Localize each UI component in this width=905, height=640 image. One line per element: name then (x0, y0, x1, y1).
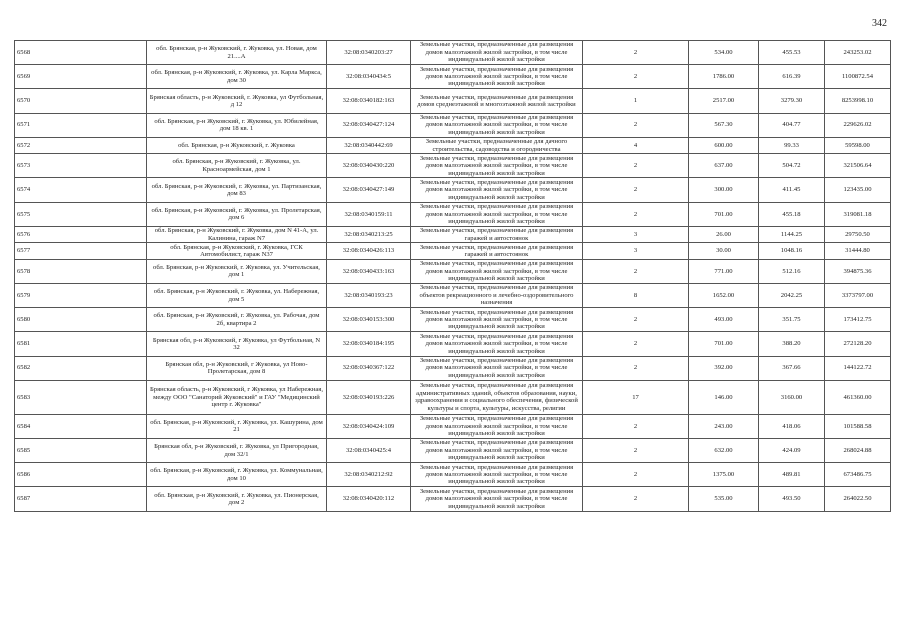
table-row (15, 226, 891, 243)
plot-area: 243.00 (689, 414, 759, 438)
table-row (15, 487, 891, 511)
use-group: 8 (583, 284, 689, 308)
plot-area: 392.00 (689, 356, 759, 380)
specific-value: 1144.25 (759, 226, 825, 243)
record-number: 6586 (15, 463, 147, 487)
use-group: 3 (583, 226, 689, 243)
land-use-type: Земельные участки, предназначенные для размещения домов малоэтажной жилой застройки, в том числе индивидуальной жилой застройки (411, 463, 583, 487)
plot-area: 534.00 (689, 41, 759, 65)
table-row (15, 332, 891, 356)
table-row (15, 463, 891, 487)
record-number: 6587 (15, 487, 147, 511)
specific-value: 388.20 (759, 332, 825, 356)
cadastral-value: 59598.00 (825, 137, 891, 154)
cadastral-value: 144122.72 (825, 356, 891, 380)
table-row (15, 113, 891, 137)
cadastral-value: 229626.02 (825, 113, 891, 137)
use-group: 2 (583, 414, 689, 438)
specific-value: 489.81 (759, 463, 825, 487)
specific-value: 455.53 (759, 41, 825, 65)
plot-area: 26.00 (689, 226, 759, 243)
use-group: 2 (583, 65, 689, 89)
use-group: 2 (583, 259, 689, 283)
plot-area: 535.00 (689, 487, 759, 511)
specific-value: 367.66 (759, 356, 825, 380)
use-group: 2 (583, 308, 689, 332)
plot-area: 146.00 (689, 380, 759, 414)
use-group: 2 (583, 463, 689, 487)
record-number: 6572 (15, 137, 147, 154)
record-address: Брянская обл, р-н Жуковский, г Жуковка, ул Футбольная, N 32 (147, 332, 327, 356)
land-use-type: Земельные участки, предназначенные для размещения домов малоэтажной жилой застройки, в том числе индивидуальной жилой застройки (411, 332, 583, 356)
specific-value: 616.39 (759, 65, 825, 89)
record-number: 6584 (15, 414, 147, 438)
table-row (15, 259, 891, 283)
record-number: 6576 (15, 226, 147, 243)
cadastral-value: 264022.50 (825, 487, 891, 511)
record-address: Брянская область, р-н Жуковский, г Жуковка, ул Набережная, между ООО "Санаторий Жуковский" и ГАУ "Медицинский центр г. Жуковка" (147, 380, 327, 414)
land-use-type: Земельные участки, предназначенные для размещения гаражей и автостоянок (411, 243, 583, 260)
plot-area: 1375.00 (689, 463, 759, 487)
plot-area: 2517.00 (689, 89, 759, 113)
record-address: обл. Брянская, р-н Жуковский, г. Жуковка, ул. Набережная, дом 5 (147, 284, 327, 308)
plot-area: 701.00 (689, 332, 759, 356)
land-use-type: Земельные участки, предназначенные для размещения домов малоэтажной жилой застройки, в том числе индивидуальной жилой застройки (411, 113, 583, 137)
record-number: 6578 (15, 259, 147, 283)
record-address: обл. Брянская, р-н Жуковский, г. Жуковка, ул. Учительская, дом 1 (147, 259, 327, 283)
specific-value: 418.06 (759, 414, 825, 438)
cadastral-value: 321506.64 (825, 154, 891, 178)
record-number: 6569 (15, 65, 147, 89)
table-row (15, 380, 891, 414)
cadastral-value: 268024.88 (825, 438, 891, 462)
cadastral-value: 29750.50 (825, 226, 891, 243)
table-row (15, 308, 891, 332)
record-number: 6581 (15, 332, 147, 356)
record-address: обл. Брянская, р-н Жуковский, г. Жуковка, ул. Партизанская, дом 83 (147, 178, 327, 202)
cadastral-number: 32:08:0340153:300 (327, 308, 411, 332)
use-group: 2 (583, 356, 689, 380)
record-address: обл. Брянская, р-н Жуковский, г. Жуковка, ул. Коммунальная, дом 10 (147, 463, 327, 487)
record-address: Брянская область, р-н Жуковский, г. Жуковка, ул Футбольная, д 12 (147, 89, 327, 113)
cadastral-number: 32:08:0340430:220 (327, 154, 411, 178)
specific-value: 424.09 (759, 438, 825, 462)
cadastral-number: 32:08:0340424:109 (327, 414, 411, 438)
cadastral-value: 3373797.00 (825, 284, 891, 308)
record-address: обл. Брянская, р-н Жуковский, г. Жуковка, ул. Рабочая, дом 2б, квартира 2 (147, 308, 327, 332)
cadastral-number: 32:08:0340182:163 (327, 89, 411, 113)
record-address: Брянская обл, р-н Жуковский, г Жуковка, ул Ново-Пролетарская, дом 8 (147, 356, 327, 380)
record-number: 6575 (15, 202, 147, 226)
land-use-type: Земельные участки, предназначенные для размещения объектов рекреационного и лечебно-оздоровительного назначения (411, 284, 583, 308)
cadastral-value: 272128.20 (825, 332, 891, 356)
use-group: 2 (583, 438, 689, 462)
plot-area: 637.00 (689, 154, 759, 178)
use-group: 17 (583, 380, 689, 414)
cadastral-value: 101588.58 (825, 414, 891, 438)
land-use-type: Земельные участки, предназначенные для размещения домов малоэтажной жилой застройки, в том числе индивидуальной жилой застройки (411, 259, 583, 283)
specific-value: 504.72 (759, 154, 825, 178)
cadastral-number: 32:08:0340433:163 (327, 259, 411, 283)
specific-value: 351.75 (759, 308, 825, 332)
record-address: Брянская обл, р-н Жуковский, г. Жуковка, ул Пригородная, дом 32/1 (147, 438, 327, 462)
record-address: обл. Брянская, р-н Жуковский, г. Жуковка, ГСК Автомобилист, гараж N37 (147, 243, 327, 260)
cadastral-value: 673486.75 (825, 463, 891, 487)
specific-value: 512.16 (759, 259, 825, 283)
record-address: обл. Брянская, р-н Жуковский, г. Жуковка, ул. Пионерская, дом 2 (147, 487, 327, 511)
table-row (15, 41, 891, 65)
cadastral-value: 31444.80 (825, 243, 891, 260)
use-group: 2 (583, 41, 689, 65)
record-number: 6574 (15, 178, 147, 202)
plot-area: 600.00 (689, 137, 759, 154)
table-row (15, 89, 891, 113)
plot-area: 632.00 (689, 438, 759, 462)
table-row (15, 243, 891, 260)
cadastral-number: 32:08:0340425:4 (327, 438, 411, 462)
cadastral-number: 32:08:0340159:11 (327, 202, 411, 226)
record-number: 6570 (15, 89, 147, 113)
cadastral-value: 1100872.54 (825, 65, 891, 89)
record-number: 6571 (15, 113, 147, 137)
land-use-type: Земельные участки, предназначенные для размещения домов малоэтажной жилой застройки, в том числе индивидуальной жилой застройки (411, 487, 583, 511)
record-address: обл. Брянская, р-н Жуковский, г. Жуковка, ул. Юбилейная, дом 18 кв. 1 (147, 113, 327, 137)
plot-area: 567.30 (689, 113, 759, 137)
specific-value: 404.77 (759, 113, 825, 137)
table-row (15, 178, 891, 202)
specific-value: 3160.00 (759, 380, 825, 414)
cadastral-number: 32:08:0340427:149 (327, 178, 411, 202)
land-use-type: Земельные участки, предназначенные для размещения домов малоэтажной жилой застройки, в том числе индивидуальной жилой застройки (411, 438, 583, 462)
cadastral-number: 32:08:0340420:112 (327, 487, 411, 511)
table-row (15, 284, 891, 308)
table-row (15, 202, 891, 226)
record-address: обл. Брянская, р-н Жуковский, г. Жуковка (147, 137, 327, 154)
plot-area: 1652.00 (689, 284, 759, 308)
land-use-type: Земельные участки, предназначенные для размещения административных зданий, объектов образования, науки, здравоохранения и социального обеспечения, физической культуры и спорта, культуры, искусства, религии (411, 380, 583, 414)
specific-value: 411.45 (759, 178, 825, 202)
land-use-type: Земельные участки, предназначенные для размещения домов малоэтажной жилой застройки, в том числе индивидуальной жилой застройки (411, 65, 583, 89)
land-use-type: Земельные участки, предназначенные для размещения домов малоэтажной жилой застройки, в том числе индивидуальной жилой застройки (411, 414, 583, 438)
specific-value: 3279.30 (759, 89, 825, 113)
land-use-type: Земельные участки, предназначенные для размещения домов малоэтажной жилой застройки, в том числе индивидуальной жилой застройки (411, 41, 583, 65)
record-address: обл. Брянская, р-н Жуковский, г. Жуковка, ул. Красноармейская, дом 1 (147, 154, 327, 178)
record-number: 6577 (15, 243, 147, 260)
cadastral-number: 32:08:0340434:5 (327, 65, 411, 89)
plot-area: 300.00 (689, 178, 759, 202)
cadastral-value: 243253.02 (825, 41, 891, 65)
cadastral-value: 319081.18 (825, 202, 891, 226)
cadastral-value: 8253998.10 (825, 89, 891, 113)
specific-value: 1048.16 (759, 243, 825, 260)
use-group: 3 (583, 243, 689, 260)
record-address: обл. Брянская, р-н Жуковский, г. Жуковка, ул. Пролетарская, дом 6 (147, 202, 327, 226)
table-row (15, 65, 891, 89)
record-number: 6583 (15, 380, 147, 414)
use-group: 2 (583, 332, 689, 356)
cadastral-number: 32:08:0340193:226 (327, 380, 411, 414)
plot-area: 771.00 (689, 259, 759, 283)
record-number: 6582 (15, 356, 147, 380)
use-group: 2 (583, 178, 689, 202)
cadastral-value: 461360.00 (825, 380, 891, 414)
cadastral-number: 32:08:0340193:23 (327, 284, 411, 308)
table-row (15, 438, 891, 462)
record-number: 6573 (15, 154, 147, 178)
land-use-type: Земельные участки, предназначенные для размещения домов малоэтажной жилой застройки, в том числе индивидуальной жилой застройки (411, 308, 583, 332)
record-number: 6568 (15, 41, 147, 65)
use-group: 4 (583, 137, 689, 154)
table-row (15, 154, 891, 178)
cadastral-number: 32:08:0340203:27 (327, 41, 411, 65)
plot-area: 493.00 (689, 308, 759, 332)
cadastral-number: 32:08:0340367:122 (327, 356, 411, 380)
plot-area: 1786.00 (689, 65, 759, 89)
specific-value: 455.18 (759, 202, 825, 226)
use-group: 2 (583, 154, 689, 178)
record-address: обл. Брянская, р-н Жуковский, г. Жуковка, дом N 41-А, ул. Калинина, гараж N7 (147, 226, 327, 243)
cadastral-number: 32:08:0340184:195 (327, 332, 411, 356)
table-row (15, 137, 891, 154)
land-use-type: Земельные участки, предназначенные для размещения домов малоэтажной жилой застройки, в том числе индивидуальной жилой застройки (411, 178, 583, 202)
cadastral-value: 173412.75 (825, 308, 891, 332)
plot-area: 30.00 (689, 243, 759, 260)
use-group: 1 (583, 89, 689, 113)
cadastral-number: 32:08:0340212:92 (327, 463, 411, 487)
page-number: 342 (872, 18, 887, 29)
cadastral-value: 123435.00 (825, 178, 891, 202)
land-use-type: Земельные участки, предназначенные для дачного строительства, садоводства и огородничества (411, 137, 583, 154)
record-address: обл. Брянская, р-н Жуковский, г. Жуковка, ул. Кашурина, дом 21 (147, 414, 327, 438)
record-number: 6579 (15, 284, 147, 308)
use-group: 2 (583, 113, 689, 137)
land-use-type: Земельные участки, предназначенные для размещения домов малоэтажной жилой застройки, в том числе индивидуальной жилой застройки (411, 356, 583, 380)
record-address: обл. Брянская, р-н Жуковский, г. Жуковка, ул. Карла Маркса, дом 30 (147, 65, 327, 89)
cadastral-number: 32:08:0340213:25 (327, 226, 411, 243)
land-use-type: Земельные участки, предназначенные для размещения домов малоэтажной жилой застройки, в том числе индивидуальной жилой застройки (411, 154, 583, 178)
specific-value: 2042.25 (759, 284, 825, 308)
cadastral-number: 32:08:0340442:69 (327, 137, 411, 154)
specific-value: 99.33 (759, 137, 825, 154)
cadastral-number: 32:08:0340426:113 (327, 243, 411, 260)
land-registry-table (14, 40, 891, 512)
record-number: 6585 (15, 438, 147, 462)
use-group: 2 (583, 487, 689, 511)
record-address: обл. Брянская, р-н Жуковский, г. Жуковка, ул. Новая, дом 21....А (147, 41, 327, 65)
specific-value: 493.50 (759, 487, 825, 511)
table-row (15, 356, 891, 380)
plot-area: 701.00 (689, 202, 759, 226)
land-use-type: Земельные участки, предназначенные для размещения гаражей и автостоянок (411, 226, 583, 243)
land-use-type: Земельные участки, предназначенные для размещения домов среднеэтажной и многоэтажной жилой застройки (411, 89, 583, 113)
record-number: 6580 (15, 308, 147, 332)
land-use-type: Земельные участки, предназначенные для размещения домов малоэтажной жилой застройки, в том числе индивидуальной жилой застройки (411, 202, 583, 226)
use-group: 2 (583, 202, 689, 226)
cadastral-number: 32:08:0340427:124 (327, 113, 411, 137)
cadastral-value: 394875.36 (825, 259, 891, 283)
table-row (15, 414, 891, 438)
